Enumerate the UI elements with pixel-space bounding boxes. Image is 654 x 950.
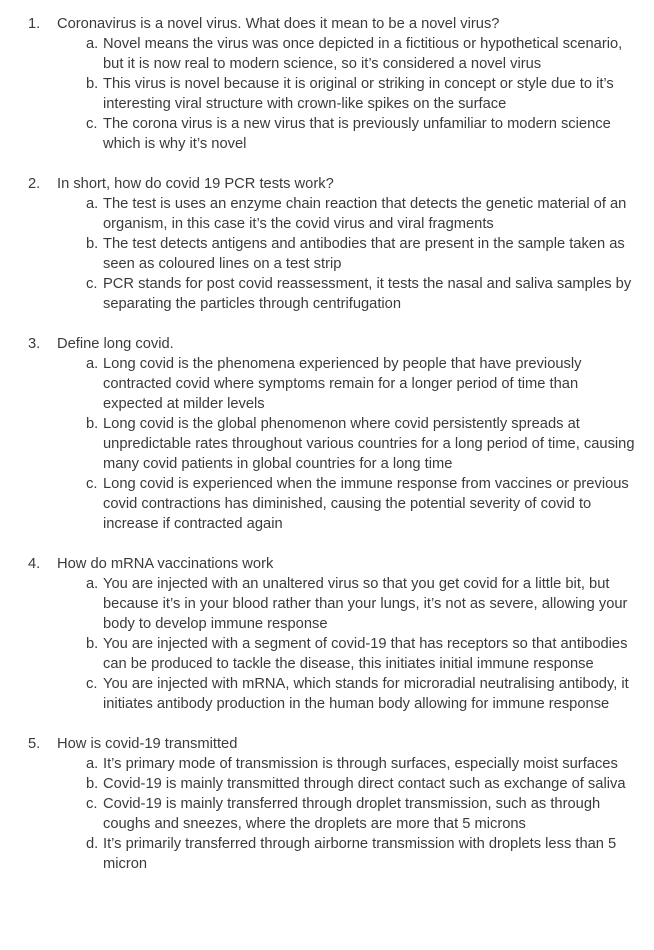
option-letter: a.: [86, 356, 99, 372]
question-text: How is covid-19 transmitted: [57, 736, 238, 752]
option-text: You are injected with mRNA, which stands for microradial neutralising antibody, it initiates antibody production in the human body allowing for immune response: [103, 676, 629, 712]
question-number: 1.: [28, 16, 41, 32]
question-row: [28, 174, 635, 194]
question-text: Coronavirus is a novel virus. What does it mean to be a novel virus?: [57, 16, 500, 32]
option-row: [28, 74, 635, 114]
option-row: [28, 474, 635, 534]
question-row: [28, 734, 635, 754]
option-text: You are injected with an unaltered virus so that you get covid for a little bit, but because it’s in your blood rather than your lungs, it’s not as severe, allowing your body to develop immune response: [103, 576, 628, 632]
option-row: [28, 634, 635, 674]
question-row: [28, 14, 635, 34]
option-text: Long covid is the global phenomenon where covid persistently spreads at unpredictable rates throughout various countries for a long period of time, causing many covid patients in global countries for a long time: [103, 416, 635, 472]
option-row: [28, 114, 635, 154]
question-number: 4.: [28, 556, 41, 572]
option-row: [28, 754, 635, 774]
option-text: It’s primarily transferred through airborne transmission with droplets less than 5 micron: [103, 836, 617, 872]
question-text: In short, how do covid 19 PCR tests work?: [57, 176, 334, 192]
option-text: The corona virus is a new virus that is previously unfamiliar to modern science which is why it’s novel: [103, 116, 611, 152]
question-block-1: [28, 14, 635, 154]
option-row: [28, 34, 635, 74]
option-text: It’s primary mode of transmission is through surfaces, especially moist surfaces: [103, 756, 618, 772]
option-text: Novel means the virus was once depicted in a fictitious or hypothetical scenario, but it is now real to modern science, so it’s considered a novel virus: [103, 36, 623, 72]
option-row: [28, 234, 635, 274]
option-row: [28, 794, 635, 834]
option-letter: c.: [86, 476, 98, 492]
option-letter: a.: [86, 756, 99, 772]
option-letter: b.: [86, 776, 99, 792]
option-text: This virus is novel because it is original or striking in concept or style due to it’s interesting viral structure with crown-like spikes on the surface: [103, 76, 614, 112]
option-row: [28, 354, 635, 414]
option-row: [28, 414, 635, 474]
option-letter: c.: [86, 676, 98, 692]
option-letter: b.: [86, 76, 99, 92]
option-text: PCR stands for post covid reassessment, it tests the nasal and saliva samples by separating the particles through centrifugation: [103, 276, 632, 312]
option-letter: b.: [86, 416, 99, 432]
question-block-4: [28, 554, 635, 714]
option-text: Long covid is the phenomena experienced by people that have previously contracted covid where symptoms remain for a longer period of time than expected at milder levels: [103, 356, 582, 412]
option-letter: a.: [86, 36, 99, 52]
option-row: [28, 274, 635, 314]
option-text: You are injected with a segment of covid-19 that has receptors so that antibodies can be produced to tackle the disease, this initiates initial immune response: [103, 636, 628, 672]
option-row: [28, 194, 635, 234]
option-letter: a.: [86, 576, 99, 592]
option-text: The test is uses an enzyme chain reaction that detects the genetic material of an organism, in this case it’s the covid virus and viral fragments: [103, 196, 627, 232]
option-letter: b.: [86, 236, 99, 252]
question-row: [28, 334, 635, 354]
option-text: Covid-19 is mainly transferred through droplet transmission, such as through coughs and sneezes, where the droplets are more that 5 microns: [103, 796, 601, 832]
option-row: [28, 774, 635, 794]
option-text: Covid-19 is mainly transmitted through direct contact such as exchange of saliva: [103, 776, 626, 792]
option-letter: a.: [86, 196, 99, 212]
option-row: [28, 834, 635, 874]
option-letter: b.: [86, 636, 99, 652]
question-number: 3.: [28, 336, 41, 352]
question-block-5: [28, 734, 635, 874]
question-block-2: [28, 174, 635, 314]
question-text: How do mRNA vaccinations work: [57, 556, 274, 572]
option-letter: c.: [86, 276, 98, 292]
question-number: 5.: [28, 736, 41, 752]
question-block-3: [28, 334, 635, 534]
question-text: Define long covid.: [57, 336, 174, 352]
question-number: 2.: [28, 176, 41, 192]
question-row: [28, 554, 635, 574]
option-letter: c.: [86, 796, 98, 812]
option-text: Long covid is experienced when the immune response from vaccines or previous covid contractions has diminished, causing the potential severity of covid to increase if contracted again: [103, 476, 629, 532]
option-letter: c.: [86, 116, 98, 132]
option-text: The test detects antigens and antibodies that are present in the sample taken as seen as coloured lines on a test strip: [103, 236, 625, 272]
option-row: [28, 574, 635, 634]
option-row: [28, 674, 635, 714]
option-letter: d.: [86, 836, 99, 852]
